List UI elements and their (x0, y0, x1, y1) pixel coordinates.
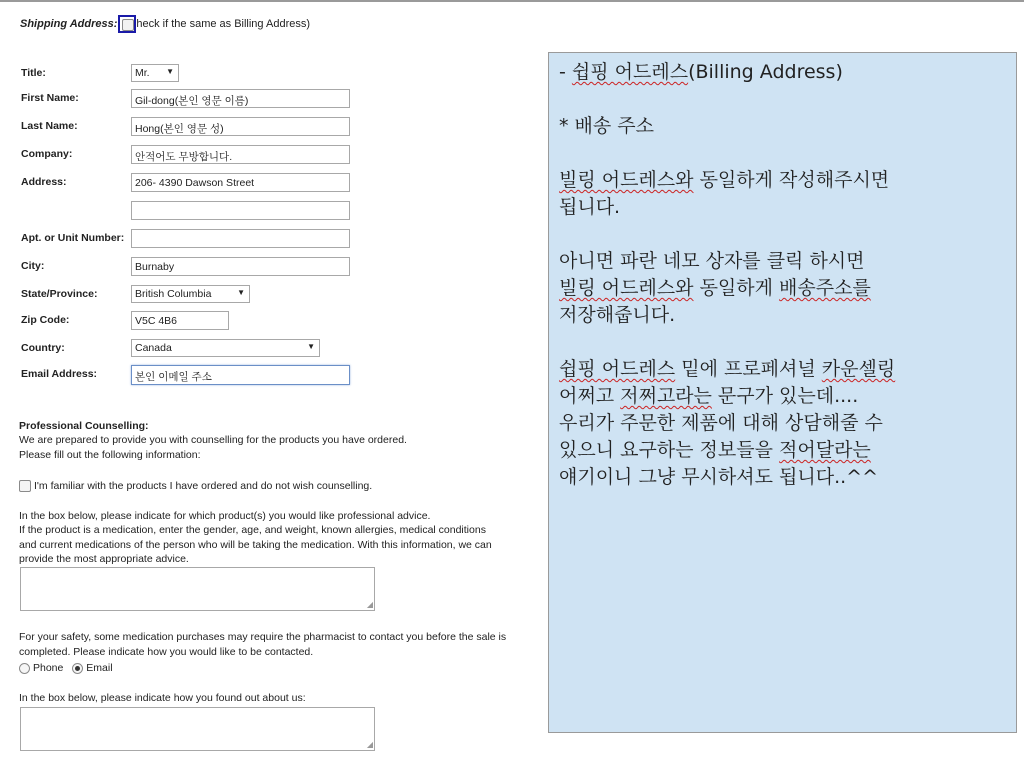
city-label: City: (21, 260, 45, 272)
note-counselling-word: 카운셀링 (821, 358, 896, 380)
counselling-title: Professional Counselling: (19, 420, 149, 432)
shipping-address-label: Shipping Address: (20, 17, 118, 30)
note-line-9 (559, 383, 1006, 410)
note-line-8-mid: 밑에 프로페셔널 (675, 358, 822, 380)
note-dash: - (559, 61, 572, 83)
apt-input[interactable] (131, 229, 350, 248)
note-line-11 (559, 437, 1006, 464)
note-billing-address-text: (Billing Address) (688, 61, 843, 83)
title-select[interactable] (131, 64, 179, 82)
annotation-note-panel (548, 52, 1017, 733)
email-input[interactable]: 본인 이메일 주소 (131, 365, 350, 385)
familiar-label: I'm familiar with the products I have ordered and do not wish counselling. (34, 480, 373, 492)
note-line-11-squig: 적어달라는 (779, 439, 871, 461)
resize-grip-icon[interactable]: ◢ (366, 740, 373, 749)
note-line-9-squig: 저쩌고라는 (620, 385, 712, 407)
note-line-4: 됩니다. (559, 196, 621, 218)
note-gap (559, 140, 1006, 167)
address-line2-input[interactable] (131, 201, 350, 220)
familiar-option (19, 480, 372, 492)
resize-grip-icon[interactable]: ◢ (366, 600, 373, 609)
note-line-11-pre: 있으니 요구하는 정보들을 (559, 439, 780, 461)
country-select-value: Canada (135, 342, 172, 354)
email-radio[interactable] (72, 663, 83, 674)
advice-instructions-2: If the product is a medication, enter the gender, age, and weight, known allergies, medical conditions (19, 524, 486, 536)
zip-input[interactable]: V5C 4B6 (131, 311, 229, 330)
note-gap (559, 221, 1006, 248)
note-line-8 (559, 356, 1006, 383)
note-line-6 (559, 275, 1006, 302)
note-gap (559, 86, 1006, 113)
city-input[interactable]: Burnaby (131, 257, 350, 276)
note-line-6-mid: 동일하게 (693, 277, 780, 299)
advice-textarea[interactable] (20, 567, 375, 611)
note-shipping-address-word-2: 쉽핑 어드레스 (559, 358, 676, 380)
counselling-intro-1: We are prepared to provide you with counselling for the products you have ordered. (19, 434, 407, 446)
phone-radio-label: Phone (33, 662, 64, 674)
same-as-billing-note: heck if the same as Billing Address) (136, 18, 311, 30)
note-shipping-address-text: 쉽핑 어드레스 (571, 61, 689, 83)
same-as-billing-highlight (118, 15, 136, 33)
found-us-textarea[interactable] (20, 707, 375, 751)
country-select[interactable] (131, 339, 320, 357)
phone-radio[interactable] (19, 663, 30, 674)
counselling-intro-2: Please fill out the following information: (19, 449, 201, 461)
state-select[interactable] (131, 285, 250, 303)
note-billing-address-word: 빌링 어드레스와 (559, 169, 694, 191)
contact-method-group (19, 662, 113, 674)
email-radio-label: Email (86, 662, 113, 674)
zip-label: Zip Code: (21, 314, 70, 326)
note-line-3 (559, 167, 1006, 194)
same-as-billing-checkbox[interactable] (122, 19, 134, 31)
top-border (0, 0, 1024, 2)
note-line-9-pre: 어쩌고 (559, 385, 621, 407)
note-line-12: 얘기이니 그냥 무시하셔도 됩니다..^^ (559, 466, 878, 488)
safety-text-1: For your safety, some medication purchases may require the pharmacist to contact you before the sale is (19, 631, 507, 643)
note-shipping-word: 배송주소를 (779, 277, 871, 299)
state-select-value: British Columbia (135, 288, 212, 300)
address-input[interactable]: 206- 4390 Dawson Street (131, 173, 350, 192)
advice-instructions-1: In the box below, please indicate for which product(s) you would like professional advice. (19, 510, 431, 522)
last-name-label: Last Name: (21, 120, 78, 132)
chevron-down-icon: ▼ (166, 67, 174, 76)
shipping-header (20, 15, 310, 33)
apt-label: Apt. or Unit Number: (21, 232, 125, 244)
note-line-3-rest: 동일하게 작성해주시면 (693, 169, 890, 191)
title-select-value: Mr. (135, 67, 150, 79)
company-label: Company: (21, 148, 73, 160)
title-label: Title: (21, 67, 46, 79)
note-gap (559, 329, 1006, 356)
chevron-down-icon: ▼ (307, 342, 315, 351)
first-name-label: First Name: (21, 92, 79, 104)
email-label: Email Address: (21, 368, 98, 380)
advice-instructions-4: provide the most appropriate advice. (19, 553, 189, 565)
last-name-input[interactable]: Hong(본인 영문 성) (131, 117, 350, 136)
found-us-text: In the box below, please indicate how you found out about us: (19, 692, 306, 704)
company-input[interactable]: 안적어도 무방합니다. (131, 145, 350, 164)
note-line-7: 저장해줍니다. (559, 304, 676, 326)
note-billing-address-word-2: 빌링 어드레스와 (559, 277, 694, 299)
note-line-5: 아니면 파란 네모 상자를 클릭 하시면 (559, 250, 865, 272)
chevron-down-icon: ▼ (237, 288, 245, 297)
familiar-checkbox[interactable] (19, 480, 31, 492)
safety-text-2: completed. Please indicate how you would like to be contacted. (19, 646, 314, 658)
state-label: State/Province: (21, 288, 98, 300)
note-line-2: * 배송 주소 (559, 115, 654, 137)
note-line-10: 우리가 주문한 제품에 대해 상담해줄 수 (559, 412, 883, 434)
first-name-input[interactable]: Gil-dong(본인 영문 이름) (131, 89, 350, 108)
address-label: Address: (21, 176, 67, 188)
advice-instructions-3: and current medications of the person who will be taking the medication. With this information, we can (19, 539, 492, 551)
country-label: Country: (21, 342, 65, 354)
note-line-9-rest: 문구가 있는데.... (711, 385, 859, 407)
note-line-1 (559, 59, 1006, 86)
